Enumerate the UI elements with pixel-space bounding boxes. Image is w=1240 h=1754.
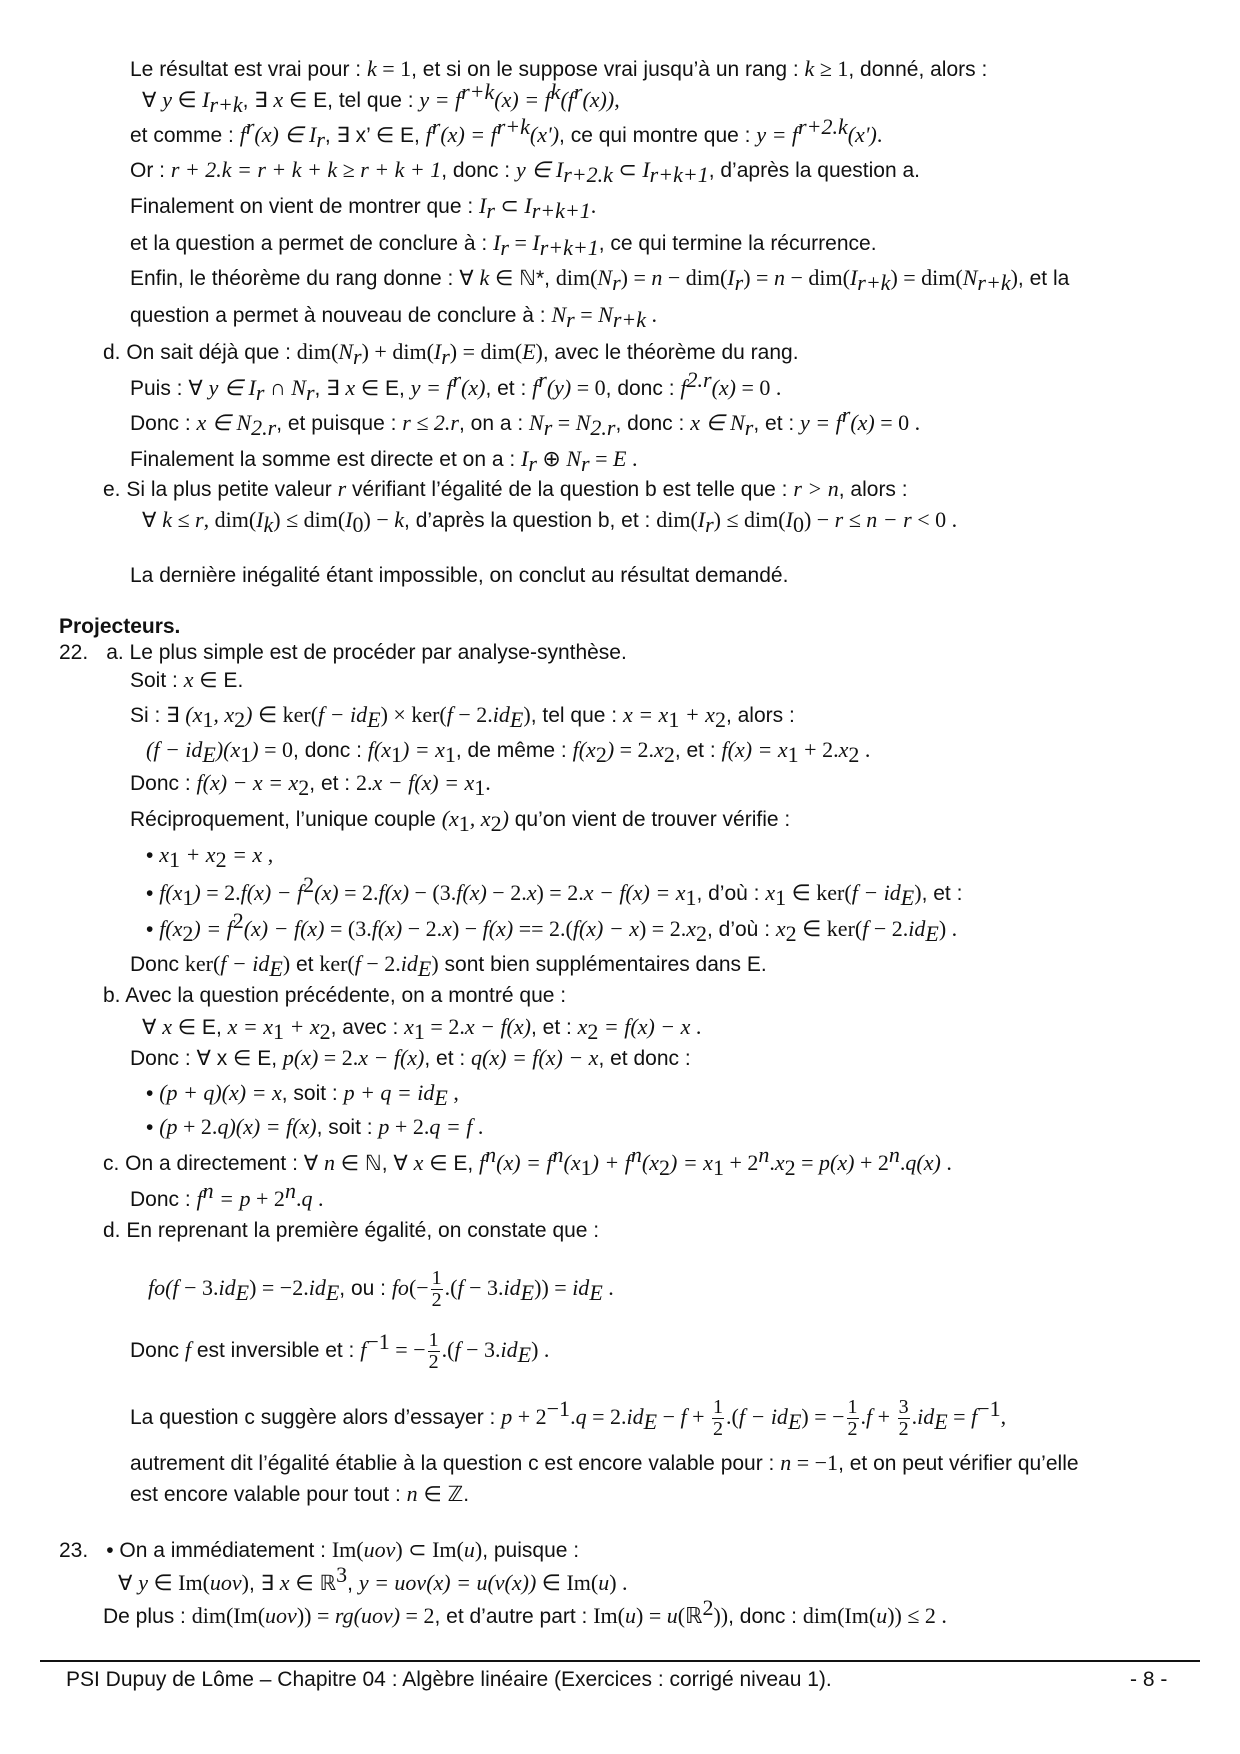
exercise-number: 22. bbox=[59, 641, 89, 664]
formula-line: ∀ x ∈ E, $x = x_1 + x_2$, avec : $x_1 = 2.x - f(x)$, et : $x_2 = f(x) - x$ . bbox=[142, 1014, 702, 1045]
formula-line: $(f - id_E)(x_1) = 0$, donc : $f(x_1) = x_1$, de même : $f(x_2) = 2.x_2$, et : $f(x) = x_1 + 2.x_2$ . bbox=[146, 737, 871, 768]
text-line: est encore valable pour tout : n ∈ ℤ. bbox=[130, 1481, 470, 1506]
text-line: Donc f est inversible et : $f^{-1}$ = − $\frac{1}{2}$ $.(f - 3.id_E)$ . bbox=[130, 1329, 550, 1373]
text-line: e. Si la plus petite valeur r vérifiant l’égalité de la question b est telle que : r > n, alors : bbox=[103, 476, 908, 501]
text-line: Donc : $f^n = p + 2^n.q$ . bbox=[130, 1178, 324, 1211]
text-line: Soit : x ∈ E. bbox=[130, 667, 244, 692]
bullet-item: • (p + q)(x) = x, soit : $p + q = id_E$ , bbox=[146, 1080, 459, 1111]
bullet-item: • $f(x_1) = 2.f(x) - f^2(x) = 2.f(x) - (3.f(x) - 2.x) = 2.x - f(x) = x_1$, d’où : $x_1$ ∈ $ker(f - id_E)$, et : bbox=[146, 872, 963, 911]
text-line: b. Avec la question précédente, on a montré que : bbox=[103, 984, 567, 1007]
text-line: Si : ∃ ($x_1$, $x_2$) ∈ $ker(f - id_E) \times ker(f - 2.id_E)$, tel que : $x = x_1 + x_2$, alors : bbox=[130, 702, 795, 733]
bullet-item: • $f(x_2) = f^2(x) - f(x) = (3.f(x) - 2.x) - f(x) == 2.(f(x) - x) = 2.x_2$, d’où : $x_2$ ∈ $ker(f - 2.id_E)$ . bbox=[146, 908, 958, 947]
text-line: Donc $ker(f - id_E)$ et $ker(f - 2.id_E)$ sont bien supplémentaires dans E. bbox=[130, 951, 767, 982]
formula-line: ∀ y ∈ $I_{r+k}$, ∃ x ∈ E, tel que : $y = f^{r+k}(x) = f^k(f^r(x))$, bbox=[142, 79, 620, 118]
text-line: Or : r + 2.k = r + k + k ≥ r + k + 1, donc : y ∈ $I_{r+2.k}$ ⊂ $I_{r+k+1}$, d’après la question a. bbox=[130, 157, 921, 188]
text-line: Puis : ∀ y ∈ $I_r$ ∩ $N_r$, ∃ x ∈ E, $y = f^r(x)$, et : $f^r(y) = 0$, donc : $f^{2.r}(x) = 0$ . bbox=[130, 367, 782, 406]
text-line: De plus : dim(Im(uov)) = rg(uov) = 2, et d’autre part : Im(u) = u(ℝ$^2$)), donc : dim(Im(u)) ≤ 2 . bbox=[103, 1595, 947, 1628]
text-line: 22. a. Le plus simple est de procéder par analyse-synthèse. bbox=[59, 641, 627, 664]
text-line: d. On sait déjà que : $dim(N_r) + dim(I_r) = dim(E)$, avec le théorème du rang. bbox=[103, 339, 799, 370]
formula-line: ∀ y ∈ Im(uov), ∃ x ∈ ℝ$^3$, y = uov(x) = u(v(x)) ∈ Im(u) . bbox=[118, 1562, 628, 1595]
text-line: Réciproquement, l’unique couple ($x_1$, $x_2$) qu’on vient de trouver vérifie : bbox=[130, 806, 791, 837]
footer-text: PSI Dupuy de Lôme – Chapitre 04 : Algèbre linéaire (Exercices : corrigé niveau 1). bbox=[66, 1668, 832, 1691]
text-line: autrement dit l’égalité établie à la question c est encore valable pour : n = −1, et on peut vérifier qu’elle bbox=[130, 1450, 1079, 1475]
text-line: Donc : $f(x) - x = x_2$, et : $2.x - f(x) = x_1$. bbox=[130, 770, 491, 801]
exercise-number: 23. bbox=[59, 1539, 89, 1562]
text-line: d. En reprenant la première égalité, on constate que : bbox=[103, 1219, 600, 1242]
footer-rule bbox=[40, 1660, 1200, 1662]
text-line: Enfin, le théorème du rang donne : ∀ k ∈ ℕ*, $dim(N_r) = n - dim(I_r) = n - dim(I_{r+k}) = dim(N_{r+k})$, et la bbox=[130, 265, 1070, 296]
text-line: Finalement la somme est directe et on a : $I_r$ ⊕ $N_r = E$ . bbox=[130, 446, 638, 477]
text-line: Donc : x ∈ $N_{2.r}$, et puisque : r ≤ 2.r, on a : $N_r = N_{2.r}$, donc : x ∈ $N_r$, et : $y = f^r(x) = 0$ . bbox=[130, 402, 921, 441]
formula-line: ∀ k ≤ r, $dim(I_k) \le dim(I_0) - k$, d’après la question b, et : $dim(I_r) \le dim(I_0) - r \le n - r < 0$ . bbox=[142, 507, 958, 538]
page-number: - 8 - bbox=[1130, 1668, 1168, 1691]
text-line: Finalement on vient de montrer que : $I_r$ ⊂ $I_{r+k+1}$. bbox=[130, 193, 597, 224]
text-line: Le résultat est vrai pour : k = 1, et si on le suppose vrai jusqu’à un rang : k ≥ 1, donné, alors : bbox=[130, 56, 988, 81]
text-line: et la question a permet de conclure à : $I_r = I_{r+k+1}$, ce qui termine la récurrence. bbox=[130, 230, 877, 261]
text-line: La dernière inégalité étant impossible, on conclut au résultat demandé. bbox=[130, 564, 789, 587]
text-line: et comme : $f^r(x)$ ∈ $I_r$, ∃ x’ ∈ E, $f^r(x) = f^{r+k}(x')$, ce qui montre que : $y = f^{r+2.k}(x')$. bbox=[130, 114, 883, 153]
section-title: Projecteurs. bbox=[59, 615, 181, 638]
text-line: c. On a directement : ∀ n ∈ ℕ, ∀ x ∈ E, $f^n(x) = f^n(x_1) + f^n(x_2) = x_1 + 2^n.x_2 = p(x) + 2^n.q(x)$ . bbox=[103, 1142, 952, 1181]
text-line: Donc : ∀ x ∈ E, p(x) = 2.x − f(x), et : q(x) = f(x) − x, et donc : bbox=[130, 1045, 691, 1070]
text-line: 23. • On a immédiatement : Im(uov) ⊂ Im(u), puisque : bbox=[59, 1537, 580, 1562]
text-line: question a permet à nouveau de conclure à : $N_r = N_{r+k}$ . bbox=[130, 302, 657, 333]
bullet-item: • (p + 2.q)(x) = f(x), soit : p + 2.q = f . bbox=[146, 1114, 484, 1139]
formula-line: $fo(f - 3.id_E) = -2.id_E$, ou : fo(− $\frac{1}{2}$ $.(f - 3.id_E)) = id_E$ . bbox=[148, 1267, 614, 1311]
text-line: La question c suggère alors d’essayer : $p + 2^{-1}.q = 2.id_E - f$ + $\frac{1}{2}$ $.(f - id_E)$ = − $\frac{1}{2}$ .f + $\frac{3}{2}$ $.id_E = f^{-1}$, bbox=[130, 1396, 1007, 1440]
bullet-item: • $x_1 + x_2 = x$ , bbox=[146, 842, 274, 873]
